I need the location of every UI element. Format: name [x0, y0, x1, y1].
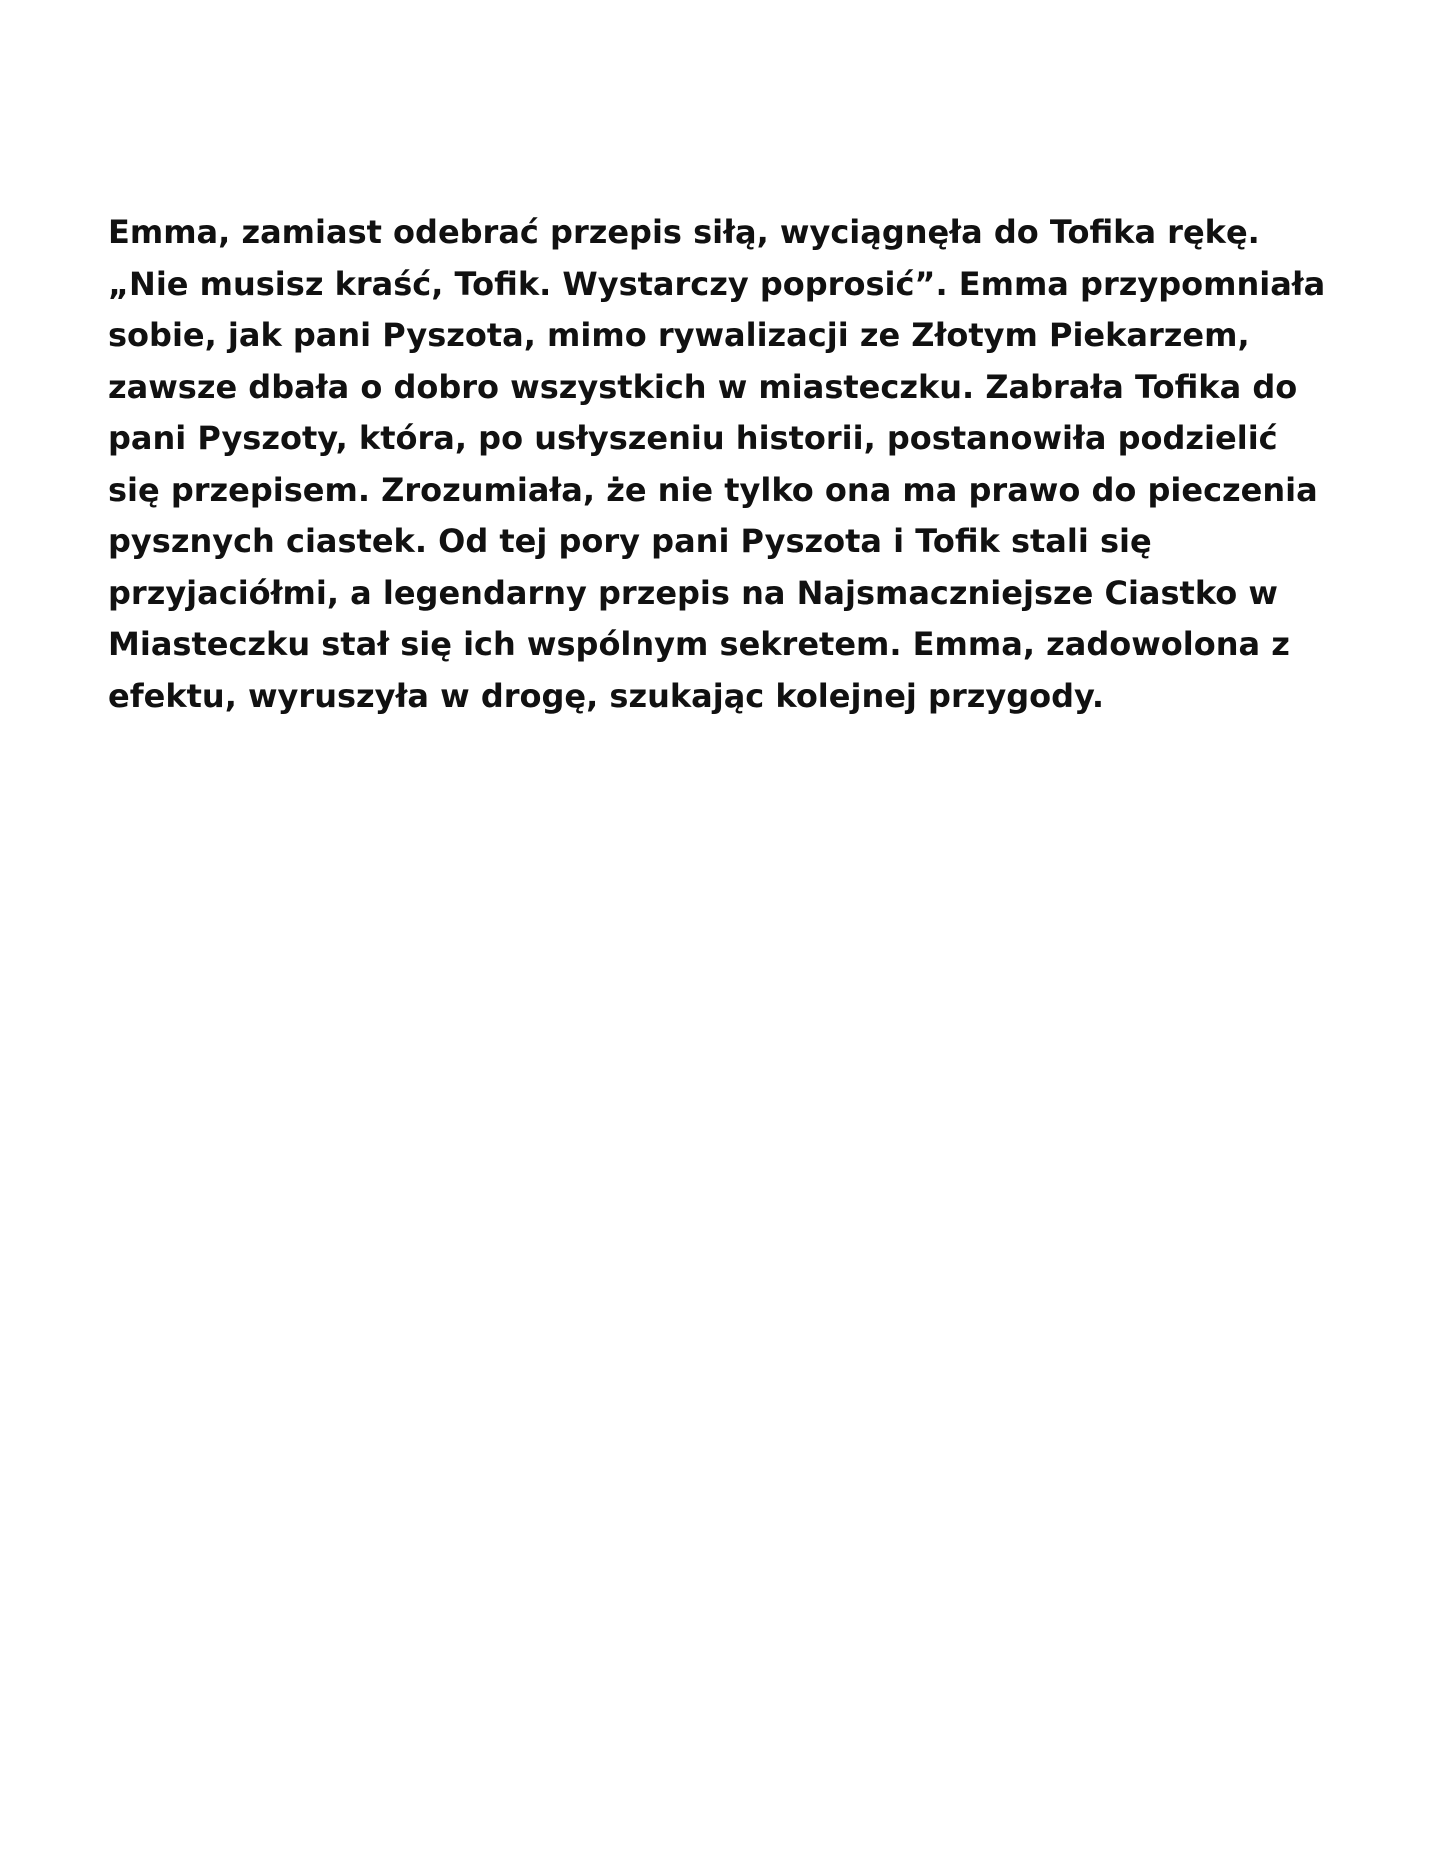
paragraph-line: pysznych ciastek. Od tej pory pani Pyszota i Tofik stali się	[108, 522, 1152, 560]
paragraph-line: pani Pyszoty, która, po usłyszeniu historii, postanowiła podzielić	[108, 419, 1278, 457]
paragraph-line: przyjaciółmi, a legendarny przepis na Najsmaczniejsze Ciastko w	[108, 573, 1278, 612]
paragraph-line: „Nie musisz kraść, Tofik. Wystarczy poprosić”. Emma przypomniała	[108, 264, 1326, 303]
paragraph-line: się przepisem. Zrozumiała, że nie tylko ona ma prawo do pieczenia	[108, 470, 1318, 509]
story-paragraph	[108, 207, 1348, 722]
paragraph-line: Miasteczku stał się ich wspólnym sekretem. Emma, zadowolona z	[108, 625, 1290, 663]
paragraph-line: Emma, zamiast odebrać przepis siłą, wyciągnęła do Tofika rękę.	[108, 213, 1260, 251]
paragraph-line: sobie, jak pani Pyszota, mimo rywalizacji ze Złotym Piekarzem,	[108, 316, 1250, 354]
paragraph-line: efektu, wyruszyła w drogę, szukając kolejnej przygody.	[108, 676, 1105, 715]
paragraph-line: zawsze dbała o dobro wszystkich w miasteczku. Zabrała Tofika do	[108, 367, 1298, 406]
